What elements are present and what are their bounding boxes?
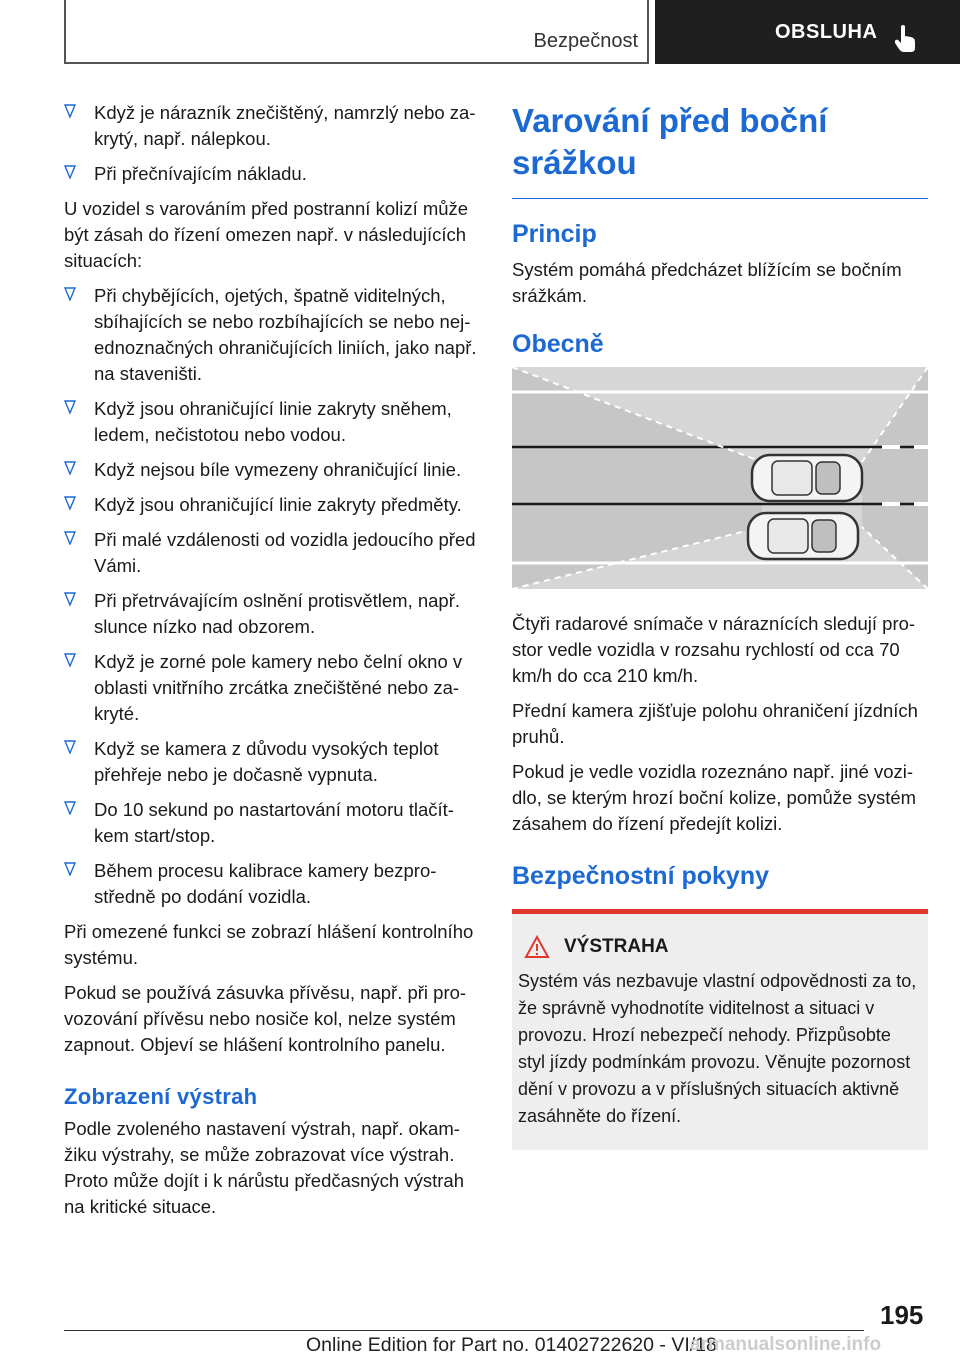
- list-item-text: Při chybějících, ojetých, špatně viditelných, sbíhajících se nebo rozbíhajících se nebo nejednoznačných ohraničujících liniích, jako např. na staveništi.: [94, 285, 477, 384]
- list-item-text: Když nejsou bíle vymezeny ohraničující linie.: [94, 459, 462, 480]
- page-title: Varování před boční srážkou: [512, 102, 828, 181]
- paragraph: Při omezené funkci se zobrazí hlášení kontrolního systému.: [64, 921, 474, 968]
- list-item-text: Během procesu kalibrace kamery bezprostředně po dodání vozidla.: [94, 860, 437, 907]
- header-section-title: Bezpečnost: [533, 30, 638, 52]
- subsection-heading: Zobrazení výstrah: [64, 1084, 258, 1109]
- list-item: [64, 100, 480, 152]
- car-upper: [752, 455, 862, 501]
- car-lower: [748, 513, 858, 559]
- triangle-bullet-icon: [64, 592, 76, 606]
- list-item: [64, 736, 480, 788]
- paragraph: Pokud se používá zásuvka přívěsu, např. při provozování přívěsu nebo nosiče kol, nelze systém zapnout. Objeví se hlášení kontrolního panelu.: [64, 982, 467, 1055]
- radar-coverage-icon: [512, 367, 928, 589]
- list-item: [64, 161, 480, 187]
- side-collision-illustration: [512, 367, 928, 589]
- list-item-text: Při přetrvávajícím oslnění protisvětlem, např. slunce nízko nad obzorem.: [94, 590, 461, 637]
- list-item: [64, 527, 480, 579]
- paragraph: Čtyři radarové snímače v náraznících sledují prostor vedle vozidla v rozsahu rychlostí od cca 70 km/h do cca 210 km/h.: [512, 613, 916, 686]
- list-item: [64, 457, 480, 483]
- section-heading-safety: Bezpečnostní pokyny: [512, 862, 769, 890]
- right-column: [512, 100, 928, 1150]
- triangle-bullet-icon: [64, 104, 76, 118]
- list-item: [64, 283, 480, 387]
- triangle-bullet-icon: [64, 801, 76, 815]
- page-number: 195: [880, 1300, 924, 1330]
- paragraph: Podle zvoleného nastavení výstrah, např. okamžiku výstrahy, se může zobrazovat více výstrah. Proto může dojít i k nárůstu předčasných výstrah na kritické situace.: [64, 1118, 464, 1217]
- warning-header: [518, 934, 922, 960]
- header-chapter-tab: [655, 0, 960, 64]
- list-item-text: Při přečnívajícím nákladu.: [94, 163, 307, 184]
- triangle-bullet-icon: [64, 653, 76, 667]
- triangle-bullet-icon: [64, 740, 76, 754]
- list-item-text: Když se kamera z důvodu vysokých teplot přehřeje nebo je dočasně vypnuta.: [94, 738, 439, 785]
- triangle-bullet-icon: [64, 287, 76, 301]
- triangle-bullet-icon: [64, 400, 76, 414]
- paragraph: Systém pomáhá předcházet blížícím se bočním srážkám.: [512, 259, 902, 306]
- list-item: [64, 797, 480, 849]
- footer-edition: Online Edition for Part no. 01402722620 - VI/18: [306, 1334, 717, 1356]
- list-item-text: Když jsou ohraničující linie zakryty sněhem, ledem, nečistotou nebo vodou.: [94, 398, 452, 445]
- triangle-bullet-icon: [64, 165, 76, 179]
- warning-triangle-icon: [524, 935, 550, 959]
- paragraph: Pokud je vedle vozidla rozeznáno např. jiné vozidlo, se kterým hrozí boční kolize, pomůže systém zásahem do řízení předejít kolizi.: [512, 761, 917, 834]
- triangle-bullet-icon: [64, 496, 76, 510]
- section-heading-principle: Princip: [512, 220, 597, 248]
- header-chapter-label: OBSLUHA: [775, 20, 878, 43]
- warning-box: [512, 909, 928, 1150]
- list-item: [64, 396, 480, 448]
- footer-divider: [64, 1330, 864, 1331]
- intro-paragraph: U vozidel s varováním před postranní kolizí může být zásah do řízení omezen např. v následujících situacích:: [64, 198, 469, 271]
- list-item: [64, 858, 480, 910]
- triangle-bullet-icon: [64, 461, 76, 475]
- title-divider: [512, 198, 928, 199]
- list-item-text: Při malé vzdálenosti od vozidla jedoucího před Vámi.: [94, 529, 476, 576]
- list-item-text: Když jsou ohraničující linie zakryty předměty.: [94, 494, 462, 515]
- list-item: [64, 492, 480, 518]
- section-heading-general: Obecně: [512, 330, 604, 358]
- watermark: armanualsonline.info: [690, 1334, 882, 1355]
- warning-text: Systém vás nezbavuje vlastní odpovědnosti za to, že správně vyhodnotíte viditelnost a situaci v provozu. Hrozí nebezpečí nehody. Přizpůsobte styl jízdy podmínkám provozu. Věnujte pozornost dění v provozu a v příslušných situacích aktivně zasáhněte do řízení.: [518, 971, 917, 1126]
- paragraph: Přední kamera zjišťuje polohu ohraničení jízdních pruhů.: [512, 700, 918, 747]
- triangle-bullet-icon: [64, 531, 76, 545]
- list-item-text: Do 10 sekund po nastartování motoru tlačítkem start/stop.: [94, 799, 454, 846]
- left-column: [64, 100, 480, 1229]
- pointing-hand-icon: [895, 24, 917, 52]
- list-item-text: Když je nárazník znečištěný, namrzlý nebo zakrytý, např. nálepkou.: [94, 102, 476, 149]
- warning-label: VÝSTRAHA: [564, 936, 669, 957]
- list-item: [64, 649, 480, 727]
- list-item: [64, 588, 480, 640]
- list-item-text: Když je zorné pole kamery nebo čelní okno v oblasti vnitřního zrcátka znečištěné nebo zakryté.: [94, 651, 463, 724]
- triangle-bullet-icon: [64, 862, 76, 876]
